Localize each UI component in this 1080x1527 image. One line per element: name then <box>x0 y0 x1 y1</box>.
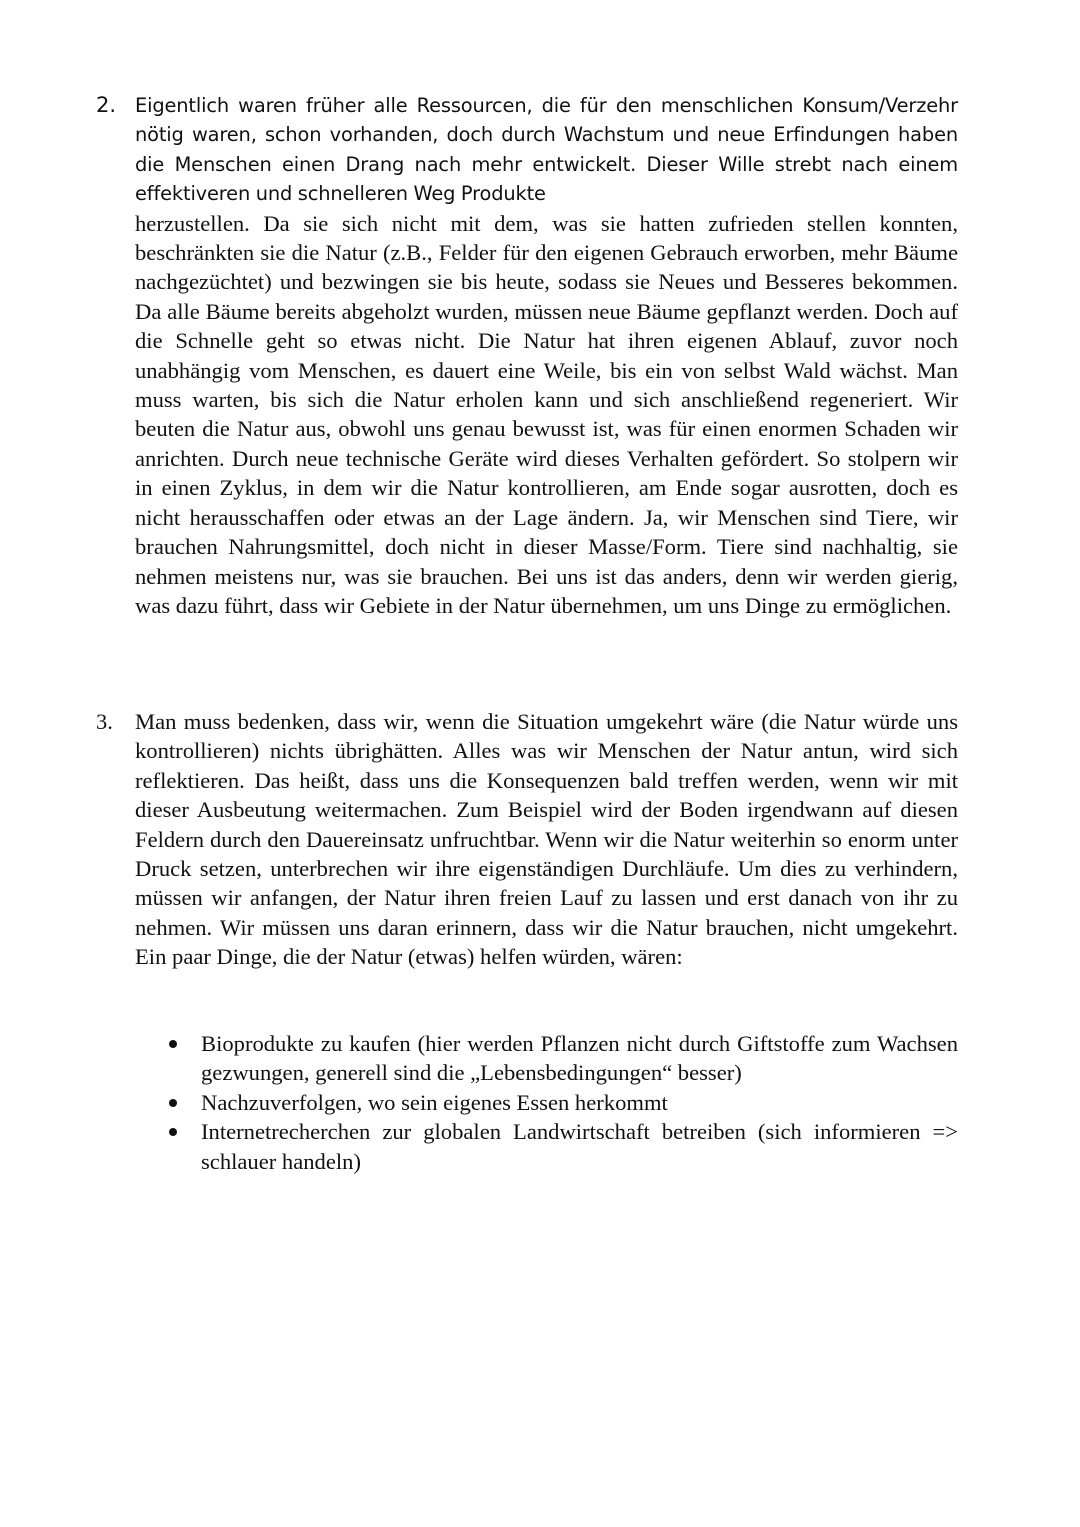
item-number: 2. <box>96 93 117 117</box>
list-item-3 <box>96 707 958 972</box>
list-item-2 <box>96 91 958 620</box>
item-number: 3. <box>96 709 113 734</box>
bullet-icon <box>169 1128 177 1136</box>
bullet-text: Internetrecherchen zur globalen Landwirtschaft betreiben (sich informieren => schlauer handeln) <box>201 1119 958 1174</box>
bullet-icon <box>169 1099 177 1107</box>
bullet-icon <box>169 1040 177 1048</box>
bullet-text: Bioprodukte zu kaufen (hier werden Pflanzen nicht durch Giftstoffe zum Wachsen gezwungen, generell sind die „Lebensbedingungen“ besser) <box>201 1031 958 1086</box>
bullet-item <box>166 1117 958 1176</box>
bullet-list <box>166 1029 958 1176</box>
paragraph-2-part-2: herzustellen. Da sie sich nicht mit dem, was sie hatten zufrieden stellen konnten, beschränkten sie die Natur (z.B., Felder für den eigenen Gebrauch erworben, mehr Bäume nachgezüchtet) und bezwingen sie bis heute, sodass sie Neues und Besseres bekommen. Da alle Bäume bereits abgeholzt wurden, müssen neue Bäume gepflanzt werden. Doch auf die Schnelle geht so etwas nicht. Die Natur hat ihren eigenen Ablauf, zuvor noch unabhängig vom Menschen, es dauert eine Weile, bis ein von selbst Wald wächst. Man muss warten, bis sich die Natur erholen kann und sich anschließend regeneriert. Wir beuten die Natur aus, obwohl uns genau bewusst ist, was für einen enormen Schaden wir anrichten. Durch neue technische Geräte wird dieses Verhalten gefördert. So stolpern wir in einen Zyklus, in dem wir die Natur kontrollieren, am Ende sogar ausrotten, doch es nicht herausschaffen oder etwas an der Lage ändern. Ja, wir Menschen sind Tiere, wir brauchen Nahrungsmittel, doch nicht in dieser Masse/Form. Tiere sind nachhaltig, sie nehmen meistens nur, was sie brauchen. Bei uns ist das anders, denn wir werden gierig, was dazu führt, dass wir Gebiete in der Natur übernehmen, um uns Dinge zu ermöglichen. <box>135 210 958 618</box>
bullet-item <box>166 1088 958 1117</box>
bullet-text: Nachzuverfolgen, wo sein eigenes Essen herkommt <box>201 1089 668 1115</box>
paragraph-2-part-1: Eigentlich waren früher alle Ressourcen, die für den menschlichen Konsum/Verzehr nötig waren, schon vorhanden, doch durch Wachstum und neue Erfindungen haben die Menschen einen Drang nach mehr entwickelt. Dieser Wille strebt nach einem effektiveren und schnelleren Weg Produkte <box>135 94 958 206</box>
bullet-item <box>166 1029 958 1088</box>
paragraph-3: Man muss bedenken, dass wir, wenn die Situation umgekehrt wäre (die Natur würde uns kontrollieren) nichts übrighätten. Alles was wir Menschen der Natur antun, wird sich reflektieren. Das heißt, dass uns die Konsequenzen bald treffen werden, wenn wir mit dieser Ausbeutung weitermachen. Zum Beispiel wird der Boden irgendwann auf diesen Feldern durch den Dauereinsatz unfruchtbar. Wenn wir die Natur weiterhin so enorm unter Druck setzen, unterbrechen wir ihre eigenständigen Durchläufe. Um dies zu verhindern, müssen wir anfangen, der Natur ihren freien Lauf zu lassen und erst danach von ihr zu nehmen. Wir müssen uns daran erinnern, dass wir die Natur brauchen, nicht umgekehrt. Ein paar Dinge, die der Natur (etwas) helfen würden, wären: <box>135 709 958 970</box>
